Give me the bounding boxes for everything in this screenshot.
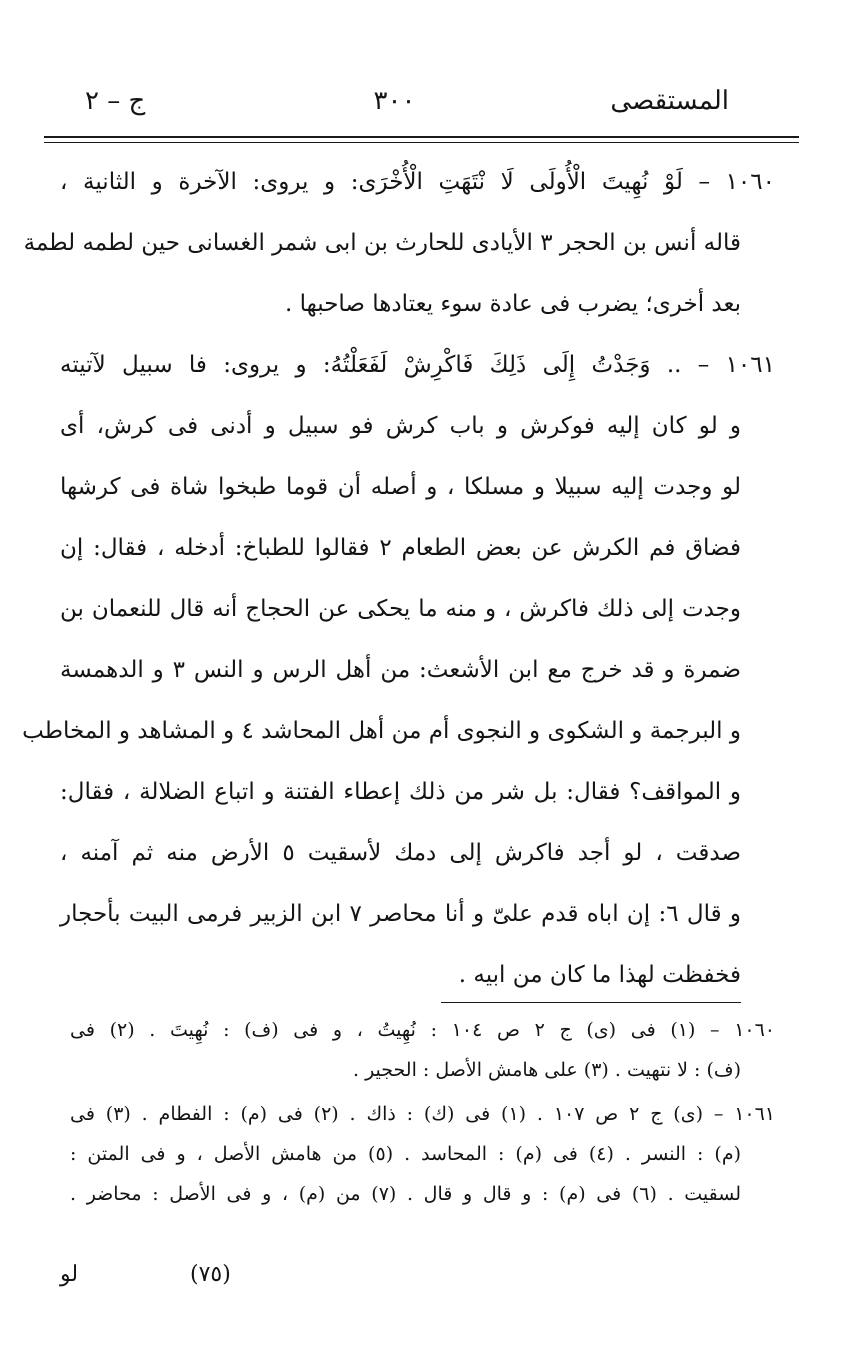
text-line: ضمرة و قد خرج مع ابن الأشعث: من أهل الرس و النس ٣ و الدهمسة [60, 657, 741, 683]
text-line: و قال ٦: إن اباه قدم علىّ و أنا محاصر ٧ ابن الزبير فرمى البيت بأحجار [60, 901, 741, 927]
footnote-line: (ف) : لا نتهيت . (٣) على هامش الأصل : الحجير . [352, 1059, 741, 1081]
footnote-line: (م) : النسر . (٤) فى (م) : المحاسد . (٥) من هامش الأصل ، و فى المتن : [70, 1143, 741, 1165]
footnote-1060-line: ١٠٦٠ – (١) فى (ى) ج ٢ ص ١٠٤ : نُهِيتُ ، و فى (ف) : نُهِيتَ . (٢) فى [70, 1019, 776, 1041]
header-rule-thin [44, 142, 799, 143]
text-line: فضاق فم الكرش عن بعض الطعام ٢ فقالوا للطباخ: أدخله ، فقال: إن [60, 535, 741, 561]
text-line: قاله أنس بن الحجر ٣ الأيادى للحارث بن ابى شمر الغسانى حين لطمه لطمة [23, 230, 741, 256]
text-line: وجدت إلى ذلك فاكرش ، و منه ما يحكى عن الحجاج أنه قال للنعمان بن [60, 596, 741, 622]
text-line: و المواقف؟ فقال: بل شر من ذلك إعطاء الفتنة و اتباع الضلالة ، فقال: [60, 779, 741, 805]
header-rule-thick [44, 136, 799, 138]
text-line: فخفظت لهذا ما كان من ابيه . [458, 962, 741, 988]
entry-1060-heading-line: ١٠٦٠ – لَوْ نُهِيتَ الْأُولَى لَا نْتَهَتِ الْأُخْرَى: و يروى: الآخرة و الثانية ، [60, 169, 775, 195]
text-line: و البرجمة و الشكوى و النجوى أم من أهل المحاشد ٤ و المشاهد و المخاطب [22, 718, 741, 744]
text-line: و لو كان إليه فوكرش و باب كرش فو سبيل و أدنى فى كرش، أى [60, 413, 741, 439]
volume-label: ج – ٢ [85, 86, 146, 116]
page-number: ٣٠٠ [373, 86, 416, 116]
page-footer [60, 1262, 460, 1302]
page-header [60, 86, 729, 126]
text-line: لو وجدت إليه سبيلا و مسلكا ، و أصله أن قوما طبخوا شاة فى كرشها [60, 474, 741, 500]
footnote-separator [441, 1002, 741, 1003]
running-title: المستقصى [610, 86, 729, 116]
footnote-1061-line: ١٠٦١ – (ى) ج ٢ ص ١٠٧ . (١) فى (ك) : ذاك . (٢) فى (م) : الفطام . (٣) فى [70, 1103, 776, 1125]
footnotes [70, 1010, 776, 1214]
catchword: لو [60, 1262, 79, 1287]
signature-mark: (٧٥) [190, 1262, 231, 1287]
text-line: صدقت ، لو أجد فاكرش إلى دمك لأسقيت ٥ الأرض منه ثم آمنه ، [60, 840, 741, 866]
footnote-line: لسقيت . (٦) فى (م) : و قال و قال . (٧) من (م) ، و فى الأصل : محاضر . [70, 1183, 741, 1205]
entry-1061-heading-line: ١٠٦١ – .. وَجَدْتُ إِلَى ذَلِكَ فَاكْرِشْ لَفَعَلْتُهُ: و يروى: فا سبيل لآتيته [60, 352, 775, 378]
main-text [22, 152, 775, 1006]
text-line: بعد أخرى؛ يضرب فى عادة سوء يعتادها صاحبها . [285, 291, 741, 317]
